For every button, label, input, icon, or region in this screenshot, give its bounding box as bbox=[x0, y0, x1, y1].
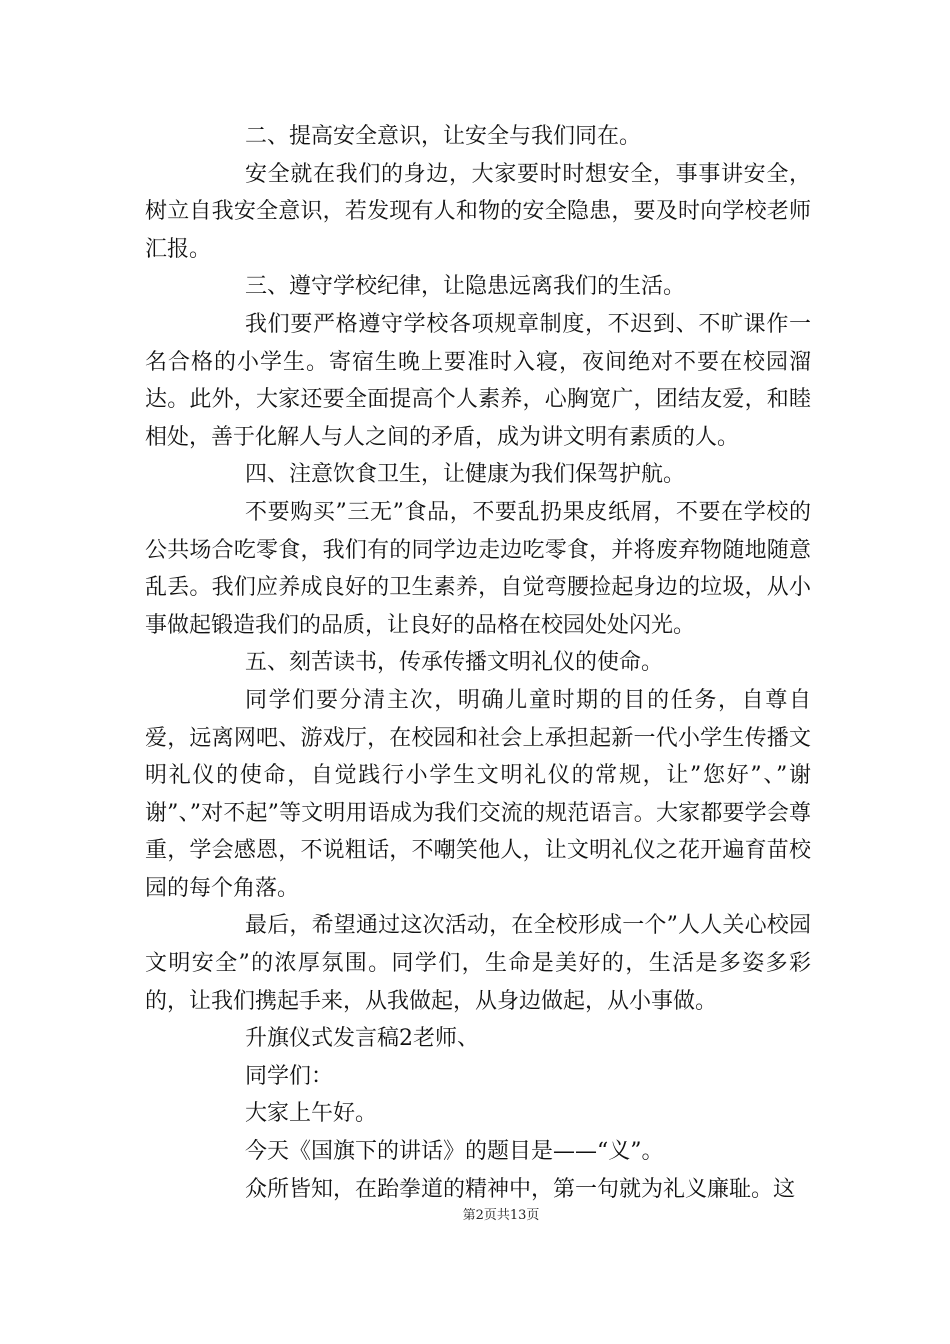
section-heading-4: 四、注意饮食卫生，让健康为我们保驾护航。 bbox=[245, 462, 686, 488]
paragraph: 众所皆知，在跆拳道的精神中，第一句就为礼义廉耻。这 bbox=[245, 1176, 796, 1202]
greeting: 大家上午好。 bbox=[245, 1101, 378, 1127]
speech-title: 升旗仪式发言稿2老师、 bbox=[245, 1026, 479, 1052]
document-body bbox=[145, 118, 811, 1208]
section-heading-5: 五、刻苦读书，传承传播文明礼仪的使命。 bbox=[245, 650, 664, 676]
paragraph: 我们要严格遵守学校各项规章制度，不迟到、不旷课作一名合格的小学生。寄宿生晚上要准时入寝，夜间绝对不要在校园溜达。此外，大家还要全面提高个人素养，心胸宽广，团结友爱，和睦相处，善于化解人与人之间的矛盾，成为讲文明有素质的人。 bbox=[145, 311, 811, 450]
section-heading-2: 二、提高安全意识，让安全与我们同在。 bbox=[245, 124, 642, 149]
paragraph: 不要购买”三无”食品，不要乱扔果皮纸屑，不要在学校的公共场合吃零食，我们有的同学边走边吃零食，并将废弃物随地随意乱丢。我们应养成良好的卫生素养，自觉弯腰捡起身边的垃圾，从小事做起锻造我们的品质，让良好的品格在校园处处闪光。 bbox=[145, 499, 811, 638]
salutation: 同学们： bbox=[245, 1063, 334, 1089]
section-heading-3: 三、遵守学校纪律，让隐患远离我们的生活。 bbox=[245, 274, 686, 300]
paragraph: 最后，希望通过这次活动，在全校形成一个”人人关心校园文明安全”的浓厚氛围。同学们，生命是美好的，生活是多姿多彩的，让我们携起手来，从我做起，从身边做起，从小事做。 bbox=[145, 913, 811, 1014]
paragraph: 安全就在我们的身边，大家要时时想安全，事事讲安全，树立自我安全意识，若发现有人和物的安全隐患，要及时向学校老师汇报。 bbox=[145, 161, 811, 262]
page-number: 第2页共13页 bbox=[462, 1208, 540, 1223]
paragraph: 今天《国旗下的讲话》的题目是——“义”。 bbox=[245, 1139, 664, 1165]
paragraph: 同学们要分清主次，明确儿童时期的目的任务，自尊自爱，远离网吧、游戏厅，在校园和社会上承担起新一代小学生传播文明礼仪的使命，自觉践行小学生文明礼仪的常规，让”您好”、”谢谢”、”对不起”等文明用语成为我们交流的规范语言。大家都要学会尊重，学会感恩，不说粗话，不嘲笑他人，让文明礼仪之花开遍育苗校园的每个角落。 bbox=[145, 687, 811, 901]
